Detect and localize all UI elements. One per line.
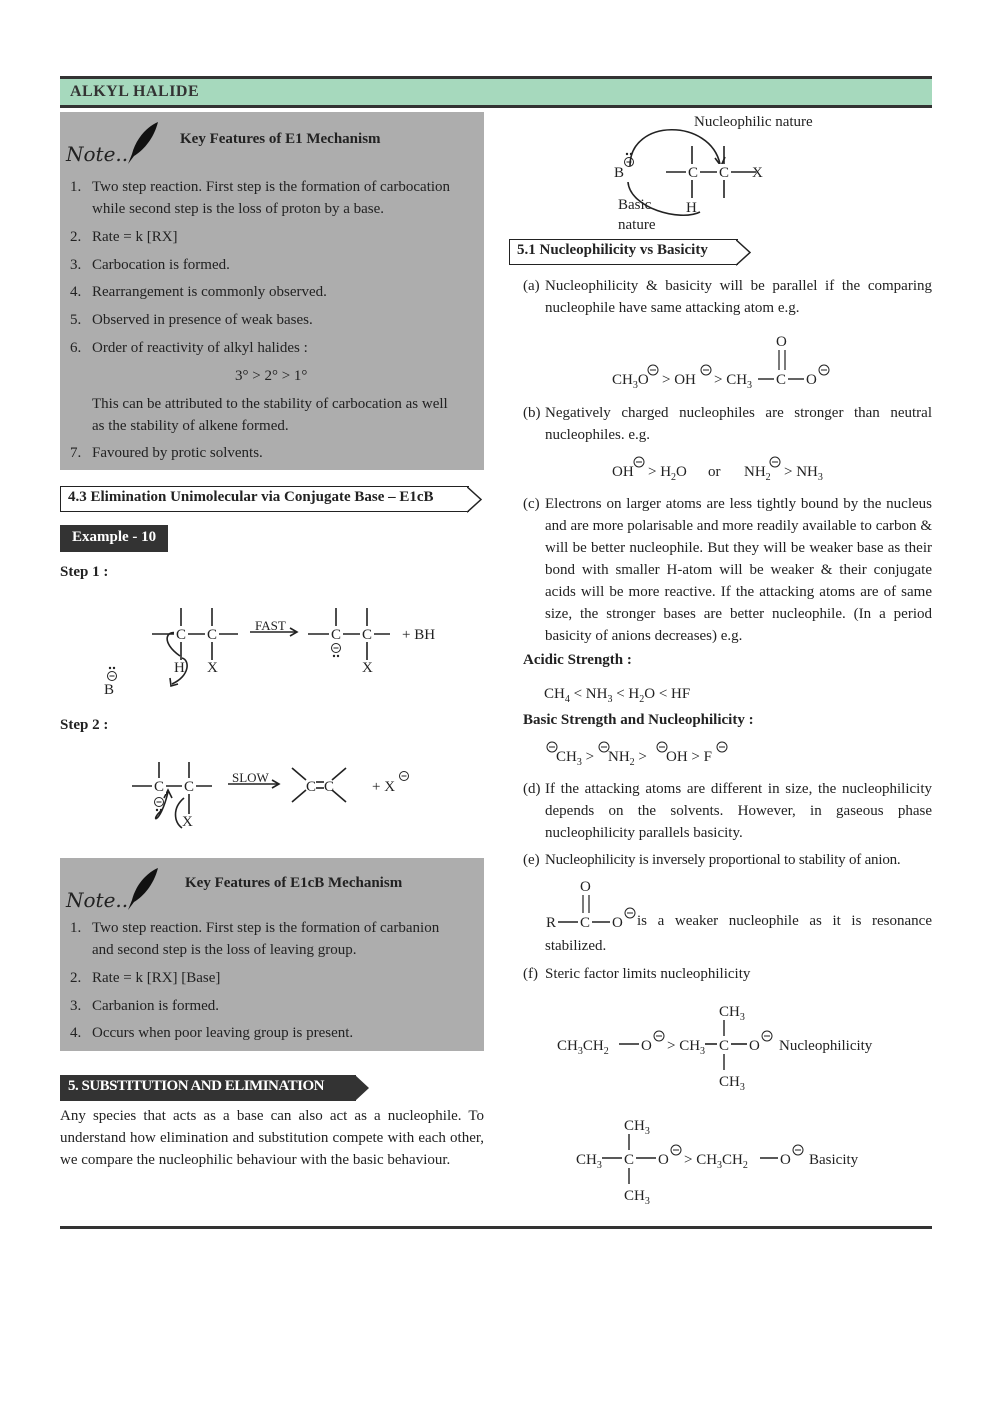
list-item-number: 1. xyxy=(70,920,82,936)
svg-text:> CH3: > $CH_3$ xyxy=(667,1038,706,1057)
list-item-number: 2. xyxy=(70,228,82,245)
carboxylate-structure xyxy=(542,875,642,935)
h-atom: H xyxy=(686,200,697,216)
slow-label: SLOW xyxy=(232,770,269,785)
example-badge xyxy=(60,525,168,552)
list-item-number: 6. xyxy=(70,340,82,356)
svg-text:C: C xyxy=(624,1152,635,1168)
list-item-text: Favoured by protic solvents. xyxy=(92,445,263,462)
list-item xyxy=(70,198,470,220)
x-minus-product: + X xyxy=(372,779,396,795)
basic-strength-heading: Basic Strength and Nucleophilicity : xyxy=(523,712,754,728)
bh-product: + BH xyxy=(402,627,436,643)
item-e-tail: is a weaker nucleophile as it is resonance xyxy=(637,913,932,929)
item-a-label: (a) xyxy=(523,278,540,294)
svg-text:O: O xyxy=(658,1152,669,1168)
list-item xyxy=(70,442,470,464)
list-item xyxy=(70,254,470,276)
fast-label: FAST xyxy=(255,618,286,633)
list-item-number: 4. xyxy=(70,1025,82,1042)
item-f-label: (f) xyxy=(523,966,538,982)
note-box-e1cb xyxy=(60,858,484,1051)
list-item xyxy=(70,995,470,1017)
svg-text:> H2O: > $H_2O$ xyxy=(648,464,687,483)
item-d-text: If the attacking atoms are different in size, the nucleophilicity depends on the solvents. However, in gaseous phase nucleophilicity parallels basicity. xyxy=(545,781,932,841)
svg-text:C: C xyxy=(580,915,591,931)
equation-b xyxy=(608,452,848,486)
list-item-text: Rate = k [RX] xyxy=(92,228,178,245)
base-b: B xyxy=(104,682,115,698)
list-item xyxy=(70,337,470,359)
list-item-text: while second step is the loss of proton by a base. xyxy=(92,201,385,217)
base-b: B xyxy=(614,165,625,181)
svg-text:O: O xyxy=(749,1038,760,1054)
chapter-header xyxy=(60,76,932,108)
acidic-strength-heading: Acidic Strength : xyxy=(523,652,632,668)
svg-text:O: O xyxy=(776,334,787,350)
list-item-text: as the stability of alkene formed. xyxy=(92,417,289,434)
list-item-text: Two step reaction. First step is the formation of carbanion xyxy=(92,920,440,936)
x-atom-product: X xyxy=(362,660,373,676)
svg-text:R: R xyxy=(546,915,557,931)
basicity-label: Basicity xyxy=(809,1152,859,1168)
steric-basicity-equation xyxy=(572,1112,892,1204)
list-item-number: 7. xyxy=(70,445,82,462)
svg-text:CH3: $CH_3$ xyxy=(719,1004,745,1023)
list-item-text: Rearrangement is commonly observed. xyxy=(92,284,327,301)
list-item-text: Occurs when poor leaving group is present. xyxy=(92,1025,354,1042)
list-item-text: This can be attributed to the stability of carbocation as well xyxy=(92,395,448,412)
section-title: 5.1 Nucleophilicity vs Basicity xyxy=(517,242,708,258)
equation-a xyxy=(608,332,848,392)
svg-text:C: C xyxy=(176,627,187,643)
note-box-e1 xyxy=(60,112,484,470)
svg-text:C: C xyxy=(184,779,195,795)
item-b-label: (b) xyxy=(523,405,541,421)
svg-text:C: C xyxy=(362,627,373,643)
section-title: 5. SUBSTITUTION AND ELIMINATION xyxy=(68,1078,324,1094)
list-item-number: 2. xyxy=(70,969,82,986)
svg-text:NH2 >: $NH_2$ > xyxy=(608,749,647,768)
svg-text:C: C xyxy=(154,779,165,795)
list-item xyxy=(70,309,470,331)
basic-strength-order xyxy=(540,737,760,769)
svg-text:CH3 >: $CH_3$ > xyxy=(556,749,595,768)
svg-text:O: O xyxy=(780,1152,791,1168)
list-item-number: 3. xyxy=(70,256,82,273)
svg-text:O: O xyxy=(612,915,623,931)
list-item xyxy=(70,176,470,198)
svg-text:> CH3: > $CH_3$ xyxy=(714,372,753,391)
list-item-number: 4. xyxy=(70,284,82,301)
quill-icon xyxy=(118,120,162,168)
svg-text:C: C xyxy=(324,779,335,795)
h-atom: H xyxy=(174,660,185,676)
svg-text:C: C xyxy=(331,627,342,643)
svg-text:or: or xyxy=(708,464,721,480)
list-item xyxy=(70,226,470,248)
svg-text:O: O xyxy=(806,372,817,388)
list-item-text: Observed in presence of weak bases. xyxy=(92,312,313,329)
nucleophilicity-label: Nucleophilicity xyxy=(779,1038,873,1054)
list-item-number: 3. xyxy=(70,997,82,1014)
list-item-text: Carbanion is formed. xyxy=(92,997,220,1014)
x-atom: X xyxy=(752,165,763,181)
svg-text:CH3: $CH_3$ xyxy=(624,1188,650,1204)
item-f-text: Steric factor limits nucleophilicity xyxy=(545,966,751,982)
list-item-text: Two step reaction. First step is the formation of carbocation xyxy=(92,179,451,195)
nature-label: nature xyxy=(618,217,656,233)
step1-mechanism xyxy=(100,598,460,700)
note-title: Key Features of E1cB Mechanism xyxy=(185,875,403,891)
note-logo: Note.. xyxy=(66,888,129,912)
svg-text:C: C xyxy=(719,165,730,181)
step1-label: Step 1 : xyxy=(60,564,109,580)
item-e-tail2: stabilized. xyxy=(545,938,607,954)
list-item-number: 1. xyxy=(70,179,82,195)
chapter-title: ALKYL HALIDE xyxy=(70,83,200,100)
svg-text:CH3: $CH_3$ xyxy=(576,1152,602,1171)
item-d-label: (d) xyxy=(523,781,541,797)
item-e-label: (e) xyxy=(523,852,540,868)
svg-text:C: C xyxy=(776,372,787,388)
basic-label: Basic xyxy=(618,197,652,213)
acidic-strength-order xyxy=(540,678,740,706)
list-item xyxy=(70,281,470,303)
list-item xyxy=(70,967,470,989)
svg-text:CH3O: $CH_3O$ xyxy=(612,372,649,391)
svg-text:C: C xyxy=(719,1038,730,1054)
list-item-text: and second step is the loss of leaving group. xyxy=(92,942,357,958)
list-item-text: 3° > 2° > 1° xyxy=(235,367,308,384)
list-item-text: Carbocation is formed. xyxy=(92,256,230,273)
list-item xyxy=(70,939,470,961)
nucleophilic-nature-label: Nucleophilic nature xyxy=(694,114,813,130)
note-logo: Note.. xyxy=(66,142,129,166)
list-item xyxy=(70,917,470,939)
nucleophilic-basic-figure xyxy=(610,108,850,238)
item-a-text: Nucleophilicity & basicity will be parallel if the comparing nucleophile have same attacking atom e.g. xyxy=(545,278,932,316)
x-atom: X xyxy=(207,660,218,676)
svg-text:C: C xyxy=(207,627,218,643)
svg-text:OH > F: OH > F xyxy=(666,749,712,765)
svg-text:> OH: > OH xyxy=(662,372,696,388)
example-label: Example - 10 xyxy=(72,529,157,545)
svg-text:C: C xyxy=(688,165,699,181)
svg-text:O: O xyxy=(641,1038,652,1054)
svg-text:CH3: $CH_3$ xyxy=(719,1074,745,1090)
list-item xyxy=(70,365,470,387)
item-c-text: Electrons on larger atoms are less tightly bound by the nucleus and are more polarisable and more readily available to carbon & will be better nucleophile. But they will be weaker base as their bond with smaller H-atom will be weaker & their conjugate acids will be more reactive. If the attacking atoms are of same size, the stronger bases are better nucleophile. (In a period basicity of anions decreases) e.g. xyxy=(545,496,932,644)
list-item xyxy=(70,393,470,415)
list-item-text: Rate = k [RX] [Base] xyxy=(92,969,221,986)
svg-text:OH: OH xyxy=(612,464,634,480)
x-leaving: X xyxy=(182,814,193,830)
list-item-text: Order of reactivity of alkyl halides : xyxy=(92,340,308,356)
svg-text:NH2: $NH_2$ xyxy=(744,464,771,483)
svg-text:> CH3CH2: > $CH_3CH_2$ xyxy=(684,1152,748,1171)
svg-text:CH3CH2: $CH_3CH_2$ xyxy=(557,1038,609,1057)
svg-text:C: C xyxy=(306,779,317,795)
steric-nucleophilicity-equation xyxy=(553,998,893,1090)
list-item-number: 5. xyxy=(70,312,82,329)
quill-icon xyxy=(118,866,162,914)
step2-label: Step 2 : xyxy=(60,717,109,733)
item-b-text: Negatively charged nucleophiles are stronger than neutral nucleophiles. e.g. xyxy=(545,405,932,443)
svg-text:O: O xyxy=(580,879,591,895)
svg-text:CH4 < NH3 < H2O < HF: $CH_4 < NH_3 < H_2O$ < HF xyxy=(544,686,691,705)
svg-text:> NH3: > $NH_3$ xyxy=(784,464,823,483)
section-title: 4.3 Elimination Unimolecular via Conjugate Base – E1cB xyxy=(68,489,434,505)
svg-text:CH3: $CH_3$ xyxy=(624,1118,650,1137)
item-c-label: (c) xyxy=(523,496,540,512)
list-item xyxy=(70,415,470,437)
note-title: Key Features of E1 Mechanism xyxy=(180,131,381,147)
footer-rule xyxy=(60,1226,932,1229)
list-item xyxy=(70,1022,470,1044)
step2-mechanism xyxy=(120,752,420,842)
item-e-text: Nucleophilicity is inversely proportional to stability of anion. xyxy=(545,852,901,868)
section5-paragraph: Any species that acts as a base can also act as a nucleophile. To understand how elimination and substitution compete with each other, we compare the nucleophilic behaviour with the basic behaviour. xyxy=(60,1108,484,1168)
